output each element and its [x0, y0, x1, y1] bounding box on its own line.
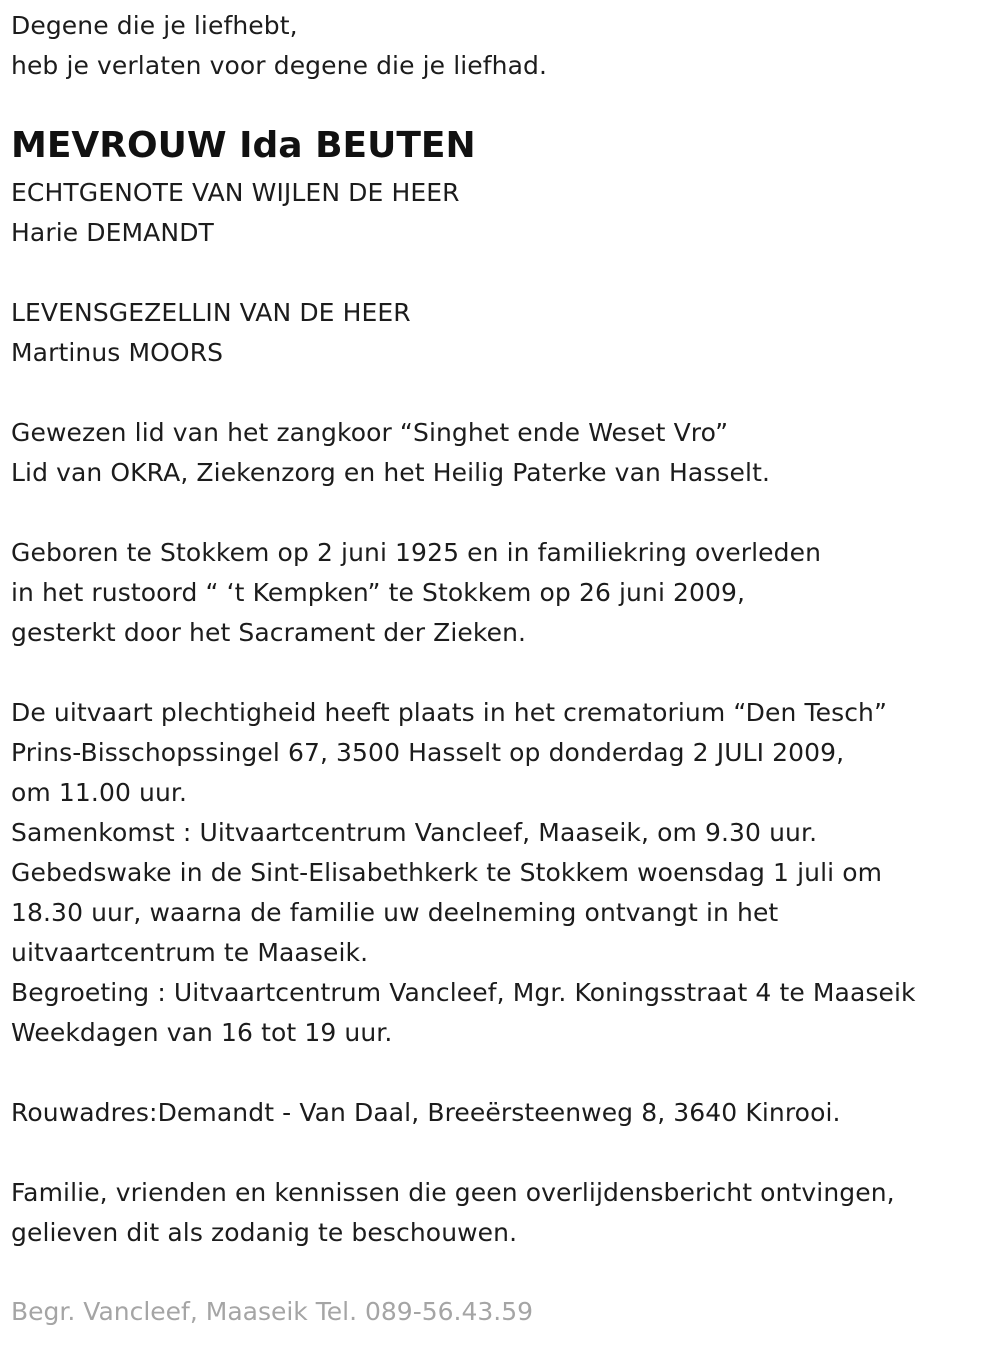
birth-death-line-2: in het rustoord “ ‘t Kempken” te Stokkem op 26 juni 2009,	[11, 578, 746, 607]
funeral-line-9: Weekdagen van 16 tot 19 uur.	[11, 1018, 393, 1047]
spouse-line-2: Harie DEMANDT	[11, 218, 214, 247]
funeral-line-3: om 11.00 uur.	[11, 778, 188, 807]
notice-line-1: Familie, vrienden en kennissen die geen overlijdensbericht ontvingen,	[11, 1178, 895, 1207]
notice-line-2: gelieven dit als zodanig te beschouwen.	[11, 1218, 518, 1247]
partner-line-2: Martinus MOORS	[11, 338, 224, 367]
funeral-line-8: Begroeting : Uitvaartcentrum Vancleef, Mgr. Koningsstraat 4 te Maaseik	[11, 978, 916, 1007]
mourning-address: Rouwadres:Demandt - Van Daal, Breeërsteenweg 8, 3640 Kinrooi.	[11, 1098, 841, 1127]
membership-line-2: Lid van OKRA, Ziekenzorg en het Heilig Paterke van Hasselt.	[11, 458, 771, 487]
funeral-line-7: uitvaartcentrum te Maaseik.	[11, 938, 369, 967]
funeral-line-4: Samenkomst : Uitvaartcentrum Vancleef, Maaseik, om 9.30 uur.	[11, 818, 818, 847]
deceased-name: MEVROUW Ida BEUTEN	[11, 125, 476, 166]
birth-death-line-3: gesterkt door het Sacrament der Zieken.	[11, 618, 527, 647]
membership-line-1: Gewezen lid van het zangkoor “Singhet ende Weset Vro”	[11, 418, 729, 447]
partner-line-1: LEVENSGEZELLIN VAN DE HEER	[11, 298, 411, 327]
motto-line-1: Degene die je liefhebt,	[11, 11, 298, 40]
motto-line-2: heb je verlaten voor degene die je liefhad.	[11, 51, 548, 80]
birth-death-line-1: Geboren te Stokkem op 2 juni 1925 en in familiekring overleden	[11, 538, 822, 567]
funeral-home-footer: Begr. Vancleef, Maaseik Tel. 089-56.43.59	[11, 1297, 534, 1326]
funeral-line-5: Gebedswake in de Sint-Elisabethkerk te Stokkem woensdag 1 juli om	[11, 858, 883, 887]
funeral-line-2: Prins-Bisschopssingel 67, 3500 Hasselt op donderdag 2 JULI 2009,	[11, 738, 845, 767]
funeral-line-1: De uitvaart plechtigheid heeft plaats in het crematorium “Den Tesch”	[11, 698, 888, 727]
spouse-line-1: ECHTGENOTE VAN WIJLEN DE HEER	[11, 178, 460, 207]
funeral-line-6: 18.30 uur, waarna de familie uw deelneming ontvangt in het	[11, 898, 779, 927]
